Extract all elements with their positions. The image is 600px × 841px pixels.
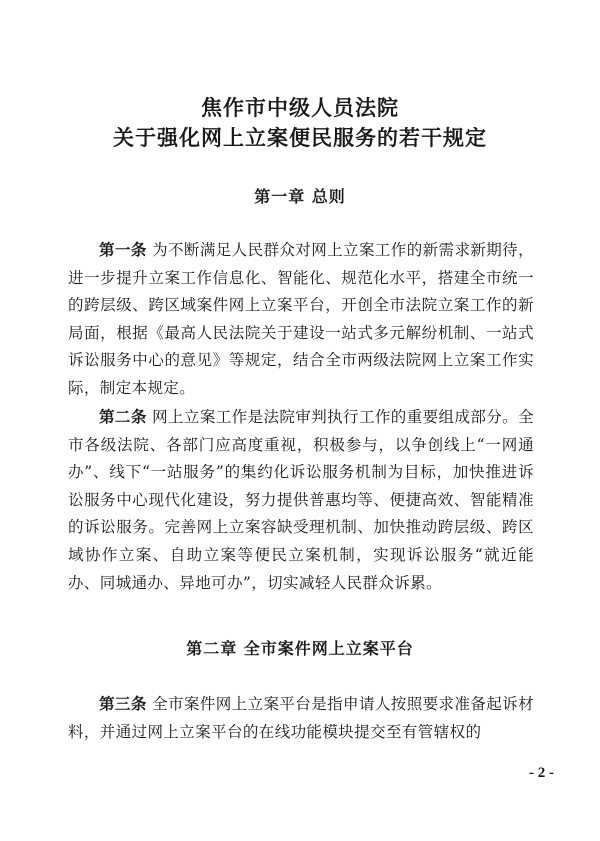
article-3-text: 全市案件网上立案平台是指申请人按照要求准备起诉材料，并通过网上立案平台的在线功能模块提交至有管辖权的 [68, 695, 534, 741]
article-1-text: 为不断满足人民群众对网上立案工作的新需求新期待，进一步提升立案工作信息化、智能化、规范化水平，搭建全市统一的跨层级、跨区域案件网上立案平台，开创全市法院立案工作的新局面，根据《最高人民法院关于建设一站式多元解纷机制、一站式诉讼服务中心的意见》等规定，结合全市两级法院网上立案工作实际，制定本规定。 [68, 241, 534, 397]
chapter-2-heading: 第二章 全市案件网上立案平台 [186, 639, 414, 658]
page-number: - 2 - [529, 765, 554, 781]
article-1-paragraph [68, 236, 534, 403]
document-title-line1: 焦作市中级人员法院 [201, 95, 399, 120]
article-1-lead: 第一条 [99, 240, 147, 259]
document-title-line2: 关于强化网上立案便民服务的若干规定 [113, 125, 487, 150]
article-2-paragraph [68, 403, 534, 597]
article-3-lead: 第三条 [99, 694, 147, 713]
chapter-1-heading: 第一章 总则 [254, 187, 346, 206]
article-2-text: 网上立案工作是法院审判执行工作的重要组成部分。全市各级法院、各部门应高度重视，积极参与，以争创线上“一网通办”、线下“一站服务”的集约化诉讼服务机制为目标，加快推进诉讼服务中心现代化建设，努力提供普惠均等、便捷高效、智能精准的诉讼服务。完善网上立案容缺受理机制、加快推动跨层级、跨区域协作立案、自助立案等便民立案机制，实现诉讼服务“就近能办、同城通办、异地可办”，切实减轻人民群众诉累。 [68, 408, 534, 592]
article-2-lead: 第二条 [99, 407, 147, 426]
article-3-paragraph [68, 690, 534, 746]
